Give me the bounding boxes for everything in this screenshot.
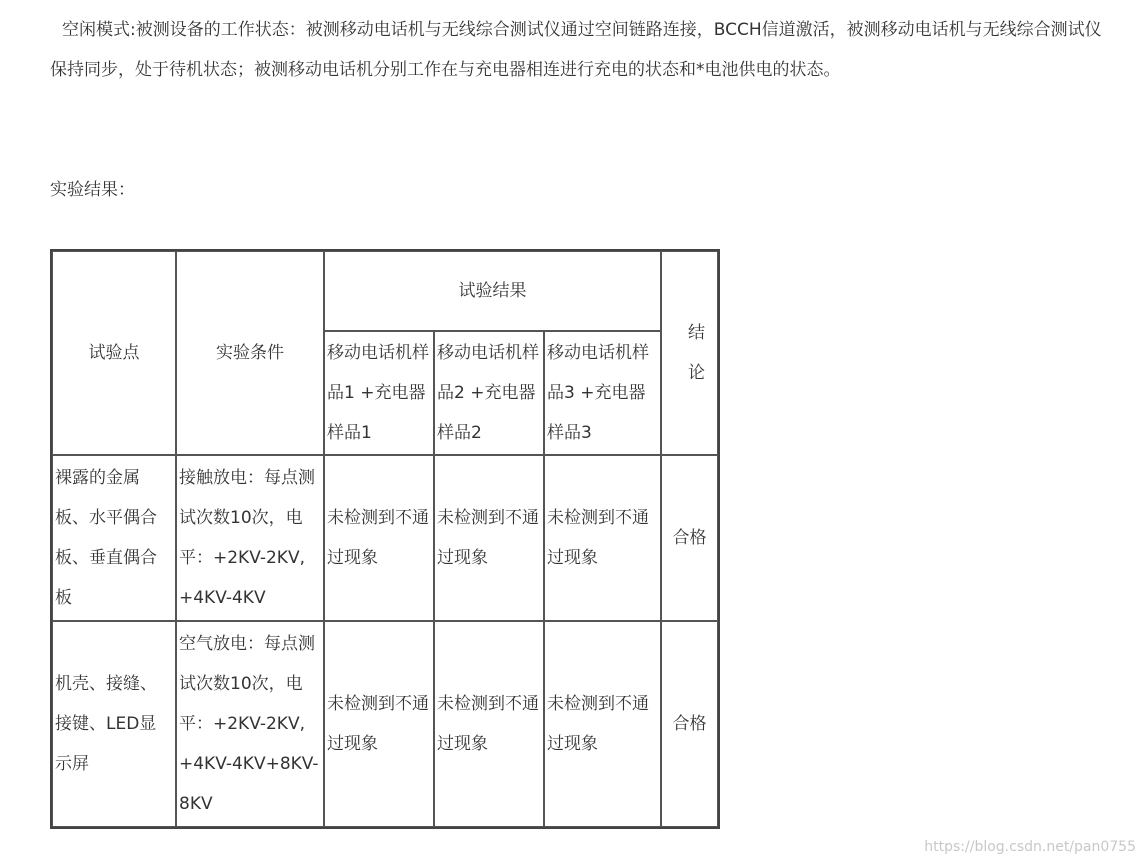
results-heading: 实验结果： — [50, 180, 135, 200]
row-conclusion: 合格 — [661, 455, 718, 621]
row-test-point: 机壳、接缝、接键、LED显示屏 — [52, 621, 176, 827]
watermark: https://blog.csdn.net/pan0755 — [924, 839, 1136, 855]
row-test-point: 裸露的金属板、水平偶合板、垂直偶合板 — [52, 455, 176, 621]
header-conclusion-char-1: 结 — [688, 323, 705, 343]
intro-paragraph: 空闲模式:被测设备的工作状态：被测移动电话机与无线综合测试仪通过空间链路连接，BCCH信道激活，被测移动电话机与无线综合测试仪保持同步，处于待机状态；被测移动电话机分别工作在与充电器相连进行充电的状态和*电池供电的状态。 — [50, 20, 1102, 80]
row-sample-1-result: 未检测到不通过现象 — [324, 455, 434, 621]
header-results-group: 试验结果 — [324, 251, 661, 331]
row-condition: 接触放电：每点测试次数10次，电平：+2KV-2KV, +4KV-4KV — [176, 455, 324, 621]
table-row — [52, 621, 718, 827]
header-sample-1: 移动电话机样品1 +充电器样品1 — [324, 331, 434, 455]
row-condition: 空气放电：每点测试次数10次，电平：+2KV-2KV, +4KV-4KV+8KV-8KV — [176, 621, 324, 827]
row-sample-2-result: 未检测到不通过现象 — [434, 621, 544, 827]
row-sample-3-result: 未检测到不通过现象 — [544, 455, 661, 621]
header-condition: 实验条件 — [176, 251, 324, 455]
header-conclusion — [661, 251, 718, 455]
results-table — [50, 249, 720, 829]
row-conclusion: 合格 — [661, 621, 718, 827]
header-sample-2: 移动电话机样品2 +充电器样品2 — [434, 331, 544, 455]
header-conclusion-char-2: 论 — [688, 363, 705, 383]
header-sample-3: 移动电话机样品3 +充电器样品3 — [544, 331, 661, 455]
header-test-point: 试验点 — [52, 251, 176, 455]
row-sample-3-result: 未检测到不通过现象 — [544, 621, 661, 827]
table-row — [52, 455, 718, 621]
row-sample-2-result: 未检测到不通过现象 — [434, 455, 544, 621]
row-sample-1-result: 未检测到不通过现象 — [324, 621, 434, 827]
